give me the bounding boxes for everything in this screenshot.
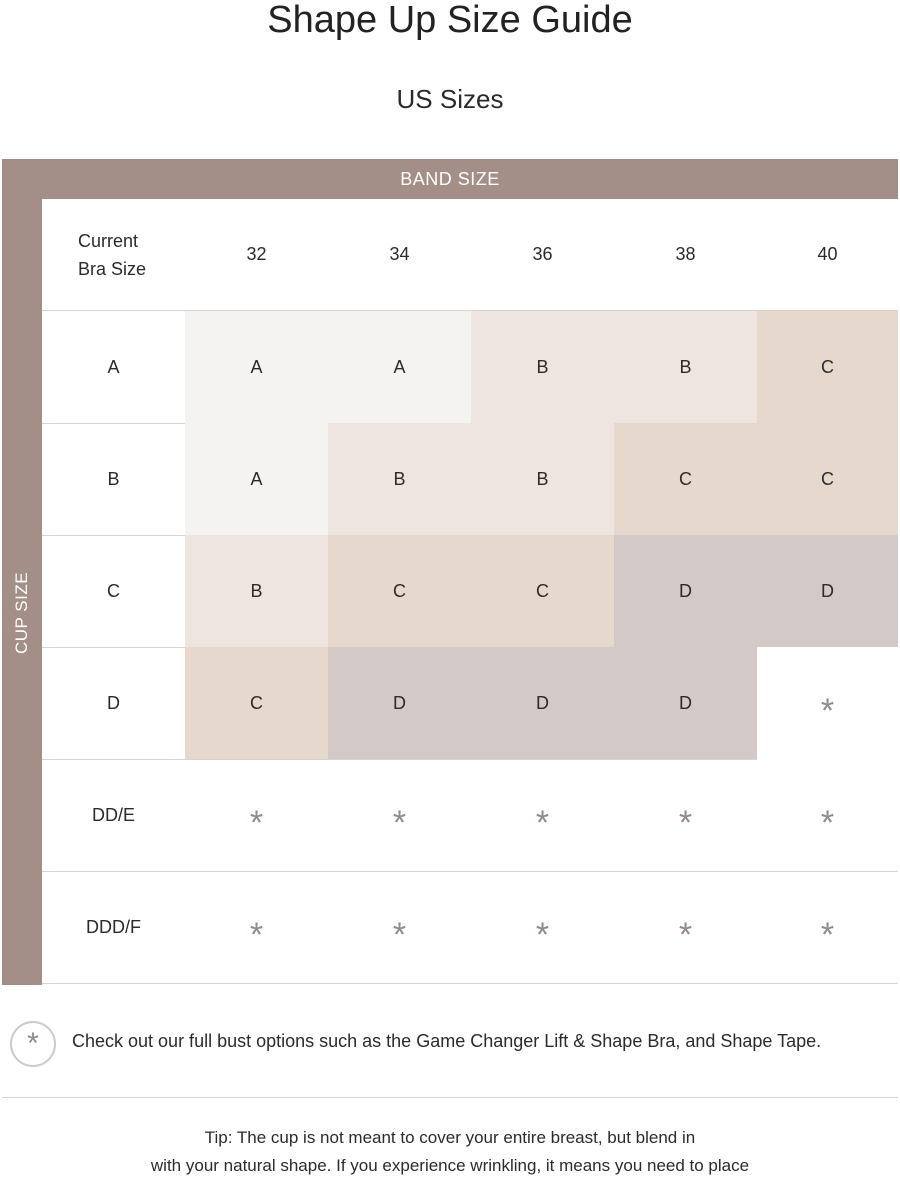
cup-size-header: CUP SIZE <box>12 571 31 655</box>
star-icon: * <box>535 916 550 954</box>
current-bra-size-label-line1: Current <box>78 230 139 251</box>
size-cell: D <box>328 647 471 759</box>
size-cell: C <box>614 423 757 535</box>
size-cell: B <box>471 423 614 535</box>
table-row <box>42 759 898 872</box>
tip-text <box>0 1124 900 1180</box>
size-cell: D <box>757 535 898 647</box>
tip-line-2: with your natural shape. If you experience wrinkling, it means you need to place <box>150 1156 750 1175</box>
legend <box>0 1015 900 1075</box>
cup-size-sidebar <box>2 199 42 985</box>
star-icon: * <box>392 804 407 842</box>
band-size-header: BAND SIZE <box>2 159 898 199</box>
size-cell: D <box>614 647 757 759</box>
band-size-38: 38 <box>675 244 696 264</box>
size-cell: C <box>328 535 471 647</box>
size-cell: A <box>328 311 471 423</box>
page-subtitle: US Sizes <box>396 84 504 114</box>
band-size-32: 32 <box>246 244 267 264</box>
size-cell: C <box>471 535 614 647</box>
star-icon: * <box>249 804 264 842</box>
circled-star-icon: * <box>10 1021 56 1067</box>
band-size-40: 40 <box>817 244 838 264</box>
size-cell: D <box>471 647 614 759</box>
size-cell: B <box>471 311 614 423</box>
cup-size-label: C <box>107 580 120 601</box>
star-icon: * <box>535 804 550 842</box>
size-cell: A <box>185 423 328 535</box>
legend-text: Check out our full bust options such as the Game Changer Lift & Shape Bra, and Shape Tape. <box>72 1031 822 1051</box>
size-grid <box>42 199 898 985</box>
size-cell: A <box>185 311 328 423</box>
cup-size-label: D <box>107 692 120 713</box>
size-cell: C <box>757 423 898 535</box>
cup-size-label: B <box>107 468 120 489</box>
size-cell: C <box>757 311 898 423</box>
size-cell: B <box>328 423 471 535</box>
size-cell: D <box>614 535 757 647</box>
band-size-36: 36 <box>532 244 553 264</box>
size-chart <box>2 159 898 985</box>
star-icon: * <box>820 916 835 954</box>
table-row <box>42 535 898 648</box>
tip-line-1: Tip: The cup is not meant to cover your entire breast, but blend in <box>204 1128 696 1147</box>
table-row <box>42 871 898 984</box>
cup-size-label: A <box>107 356 120 377</box>
current-bra-size-label <box>42 199 185 310</box>
band-size-34: 34 <box>389 244 410 264</box>
cup-size-label: DD/E <box>91 804 135 825</box>
star-icon: * <box>678 804 693 842</box>
size-cell: B <box>185 535 328 647</box>
band-header-row <box>42 199 898 311</box>
size-cell: B <box>614 311 757 423</box>
table-row <box>42 423 898 536</box>
table-row <box>42 647 898 760</box>
star-icon: * <box>392 916 407 954</box>
star-icon: * <box>820 804 835 842</box>
cup-size-label: DDD/F <box>86 916 141 937</box>
divider <box>2 1097 898 1098</box>
star-icon: * <box>757 647 898 767</box>
star-icon: * <box>678 916 693 954</box>
star-icon: * <box>249 916 264 954</box>
page-title: Shape Up Size Guide <box>267 0 633 41</box>
current-bra-size-label-line2: Bra Size <box>78 258 147 279</box>
size-cell: C <box>185 647 328 759</box>
table-row <box>42 311 898 424</box>
